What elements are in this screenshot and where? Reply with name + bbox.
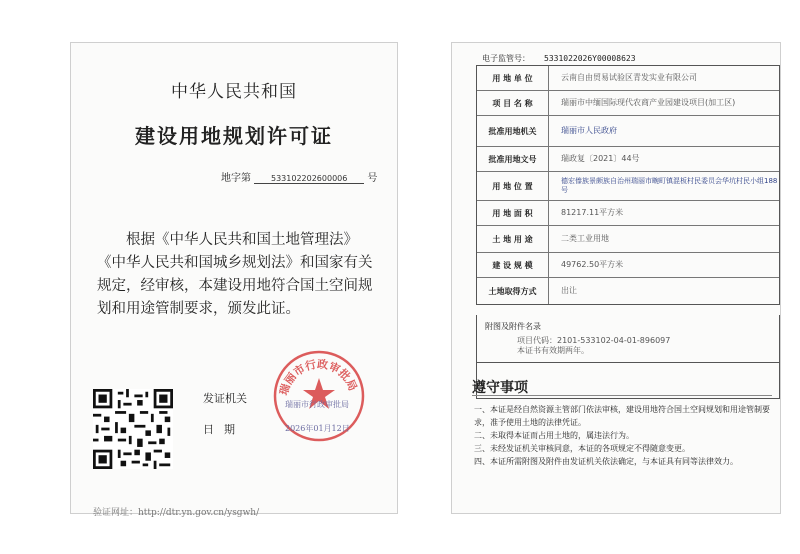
table-row bbox=[477, 172, 779, 201]
certificate-title: 建设用地规划许可证 bbox=[135, 124, 333, 148]
table-row bbox=[477, 147, 779, 172]
issuer-name: 瑞丽市行政审批局 bbox=[285, 400, 349, 409]
table-row bbox=[477, 253, 779, 278]
row-label: 批准用地文号 bbox=[477, 147, 549, 171]
notice-item: 一、本证是经自然资源主管部门依法审核，建设用地符合国土空间规划和用途管制要求，准予使用土地的法律凭证。 bbox=[474, 405, 770, 427]
qr-code[interactable] bbox=[93, 389, 173, 469]
date-label: 日期 bbox=[203, 423, 245, 436]
table-row bbox=[477, 201, 779, 226]
cert-prefix: 地字第 bbox=[221, 173, 251, 184]
table-row bbox=[477, 278, 779, 304]
cert-number: 533102202600006 bbox=[254, 174, 364, 184]
row-label: 建 设 规 模 bbox=[477, 253, 549, 277]
notice-list bbox=[474, 403, 774, 468]
row-value: 瑞政复〔2021〕44号 bbox=[561, 154, 640, 163]
certificate-front-page bbox=[70, 42, 398, 518]
notice-divider bbox=[472, 395, 772, 396]
notice-item: 二、未取得本证而占用土地的，属违法行为。 bbox=[474, 431, 634, 440]
row-label: 用 地 面 积 bbox=[477, 201, 549, 225]
issue-date: 2026年01月12日 bbox=[285, 424, 350, 433]
row-value: 二类工业用地 bbox=[561, 234, 609, 243]
row-value: 出让 bbox=[561, 286, 577, 295]
certificate-detail-page bbox=[451, 42, 781, 514]
verify-url: 验证网址：http://dtr.yn.gov.cn/ysgwh/ bbox=[93, 508, 260, 518]
land-info-table bbox=[476, 65, 780, 305]
row-value: 瑞丽市中缅国际现代农商产业园建设项目(加工区) bbox=[561, 98, 736, 107]
table-row bbox=[477, 116, 779, 147]
project-code: 项目代码：2101-533102-04-01-896097 bbox=[517, 336, 671, 345]
row-value: 云南自由贸易试验区青发实业有限公司 bbox=[561, 73, 697, 82]
ecode-value: 5331022026Y00008623 bbox=[544, 54, 636, 63]
notice-item: 四、本证所需附图及附件由发证机关依法确定，与本证具有同等法律效力。 bbox=[474, 457, 738, 466]
electronic-supervision-number bbox=[482, 53, 636, 64]
ecode-label: 电子监管号： bbox=[482, 54, 530, 63]
certificate-number-line bbox=[221, 169, 377, 184]
svg-text:瑞丽市行政审批局: 瑞丽市行政审批局 bbox=[277, 357, 360, 397]
row-label: 批准用地机关 bbox=[477, 116, 549, 146]
row-label: 土地取得方式 bbox=[477, 278, 549, 304]
certificate-body-text: 根据《中华人民共和国土地管理法》《中华人民共和国城乡规划法》和国家有关规定，经审核，本建设用地符合国土空间规划和用途管制要求，颁发此证。 bbox=[97, 232, 373, 317]
attachments-section bbox=[476, 315, 780, 363]
notice-title: 遵守事项 bbox=[472, 380, 528, 396]
table-row bbox=[477, 91, 779, 116]
row-label: 用 地 位 置 bbox=[477, 172, 549, 200]
table-row bbox=[477, 66, 779, 91]
table-row bbox=[477, 226, 779, 253]
row-value: 德宏傣族景颇族自治州瑞丽市畹町镇混板村民委员会华坑村民小组188号 bbox=[561, 177, 778, 194]
cert-suffix: 号 bbox=[367, 173, 378, 184]
validity-note: 本证书有效期两年。 bbox=[517, 346, 589, 355]
issuer-label: 发证机关 bbox=[203, 392, 247, 405]
row-label: 用 地 单 位 bbox=[477, 66, 549, 90]
row-value: 49762.50平方米 bbox=[561, 260, 624, 269]
row-value: 瑞丽市人民政府 bbox=[561, 126, 617, 135]
country-name: 中华人民共和国 bbox=[171, 82, 297, 102]
row-label: 土 地 用 途 bbox=[477, 226, 549, 252]
row-label: 项 目 名 称 bbox=[477, 91, 549, 115]
notice-item: 三、未经发证机关审核同意，本证的各项规定不得随意变更。 bbox=[474, 444, 690, 453]
attachments-label: 附图及附件名录 bbox=[485, 322, 541, 331]
row-value: 81217.11平方米 bbox=[561, 208, 624, 217]
